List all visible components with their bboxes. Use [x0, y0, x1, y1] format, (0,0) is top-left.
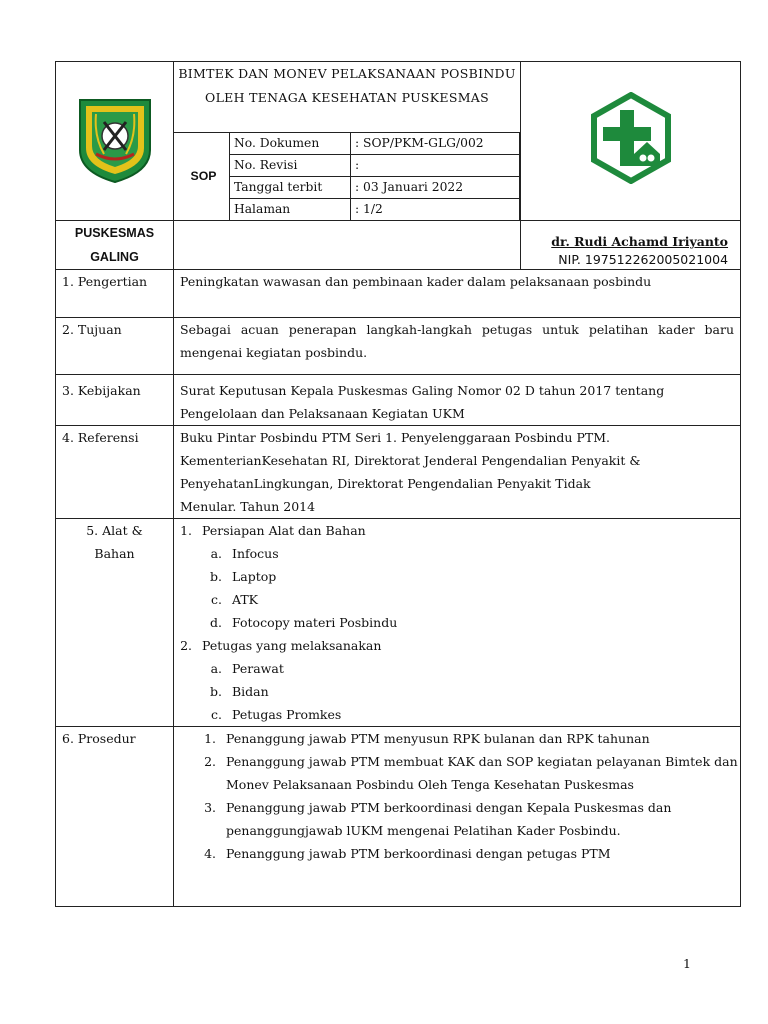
signer-nip: NIP. 197512262005021004	[558, 252, 729, 267]
right-logo-cell	[521, 62, 741, 221]
list-item: c. ATK	[226, 588, 740, 611]
meta-value-halaman: : 1/2	[351, 199, 520, 221]
list-item: b. Bidan	[226, 680, 740, 703]
alat-label-line1: 5. Alat &	[86, 523, 143, 538]
sop-document	[55, 61, 740, 907]
referensi-line: Buku Pintar Posbindu PTM Seri 1. Penyelenggaraan Posbindu PTM.	[180, 430, 610, 445]
alat-label-line2: Bahan	[94, 546, 135, 561]
text-pengertian: Peningkatan wawasan dan pembinaan kader dalam pelaksanaan posbindu	[174, 270, 741, 318]
sop-label: SOP	[174, 133, 230, 221]
signer-name: dr. Rudi Achamd Iriyanto	[551, 234, 729, 249]
list-item: a. Perawat	[226, 657, 740, 680]
meta-label-dokumen: No. Dokumen	[230, 133, 351, 155]
alat-groups	[174, 519, 740, 726]
text-referensi	[174, 426, 741, 519]
meta-label-halaman: Halaman	[230, 199, 351, 221]
meta-label-revisi: No. Revisi	[230, 155, 351, 177]
label-alat-bahan	[56, 519, 174, 727]
content-alat-bahan	[174, 519, 741, 727]
list-item: 2. Penanggung jawab PTM membuat KAK dan SOP kegiatan pelayanan Bimtek dan Monev Pelaksanaan Posbindu Oleh Tenga Kesehatan Puskesmas	[220, 750, 740, 796]
sop-table	[55, 61, 741, 907]
referensi-line: KementerianKesehatan RI, Direktorat Jenderal Pengendalian Penyakit &	[180, 453, 641, 468]
list-item	[196, 519, 740, 634]
puskesmas-location: GALING	[90, 250, 139, 264]
page-number: 1	[683, 956, 691, 971]
prosedur-steps	[174, 727, 740, 865]
list-item: 1. Penanggung jawab PTM menyusun RPK bulanan dan RPK tahunan	[220, 727, 740, 750]
content-prosedur	[174, 727, 741, 907]
label-tujuan: 2. Tujuan	[56, 318, 174, 375]
puskesmas-logo-icon	[585, 92, 677, 184]
document-title: BIMTEK DAN MONEV PELAKSANAAN POSBINDU OLEH TENAGA KESEHATAN PUSKESMAS	[178, 66, 516, 105]
label-prosedur: 6. Prosedur	[56, 727, 174, 907]
meta-value-dokumen: : SOP/PKM-GLG/002	[351, 133, 520, 155]
regional-emblem-icon	[74, 92, 156, 184]
list-item: c. Petugas Promkes	[226, 703, 740, 726]
puskesmas-name: PUSKESMAS	[74, 226, 155, 240]
group-items	[180, 657, 740, 726]
label-pengertian: 1. Pengertian	[56, 270, 174, 318]
list-item: 4. Penanggung jawab PTM berkoordinasi dengan petugas PTM	[220, 842, 740, 865]
text-tujuan: Sebagai acuan penerapan langkah-langkah petugas untuk pelatihan kader baru mengenai kegiatan posbindu.	[174, 318, 741, 375]
group-title: Persiapan Alat dan Bahan	[202, 523, 366, 538]
list-item: 3. Penanggung jawab PTM berkoordinasi dengan Kepala Puskesmas dan penanggungjawab lUKM mengenai Pelatihan Kader Posbindu.	[220, 796, 740, 842]
left-logo-cell	[56, 62, 174, 221]
group-title: Petugas yang melaksanakan	[202, 638, 382, 653]
signature-cell	[521, 221, 741, 270]
title-and-meta-cell	[174, 62, 521, 221]
referensi-line: Menular. Tahun 2014	[180, 499, 316, 514]
list-item	[196, 634, 740, 726]
meta-label-tanggal: Tanggal terbit	[230, 177, 351, 199]
list-item: b. Laptop	[226, 565, 740, 588]
meta-value-tanggal: : 03 Januari 2022	[351, 177, 520, 199]
list-item: d. Fotocopy materi Posbindu	[226, 611, 740, 634]
meta-table	[173, 132, 520, 221]
meta-value-revisi: :	[351, 155, 520, 177]
referensi-line: PenyehatanLingkungan, Direktorat Pengendalian Penyakit Tidak	[180, 476, 591, 491]
label-kebijakan: 3. Kebijakan	[56, 375, 174, 426]
blank-cell	[174, 221, 521, 270]
group-items	[180, 542, 740, 634]
text-kebijakan: Surat Keputusan Kepala Puskesmas Galing Nomor 02 D tahun 2017 tentang Pengelolaan dan Pelaksanaan Kegiatan UKM	[174, 375, 741, 426]
list-item: a. Infocus	[226, 542, 740, 565]
puskesmas-cell	[56, 221, 174, 270]
label-referensi: 4. Referensi	[56, 426, 174, 519]
